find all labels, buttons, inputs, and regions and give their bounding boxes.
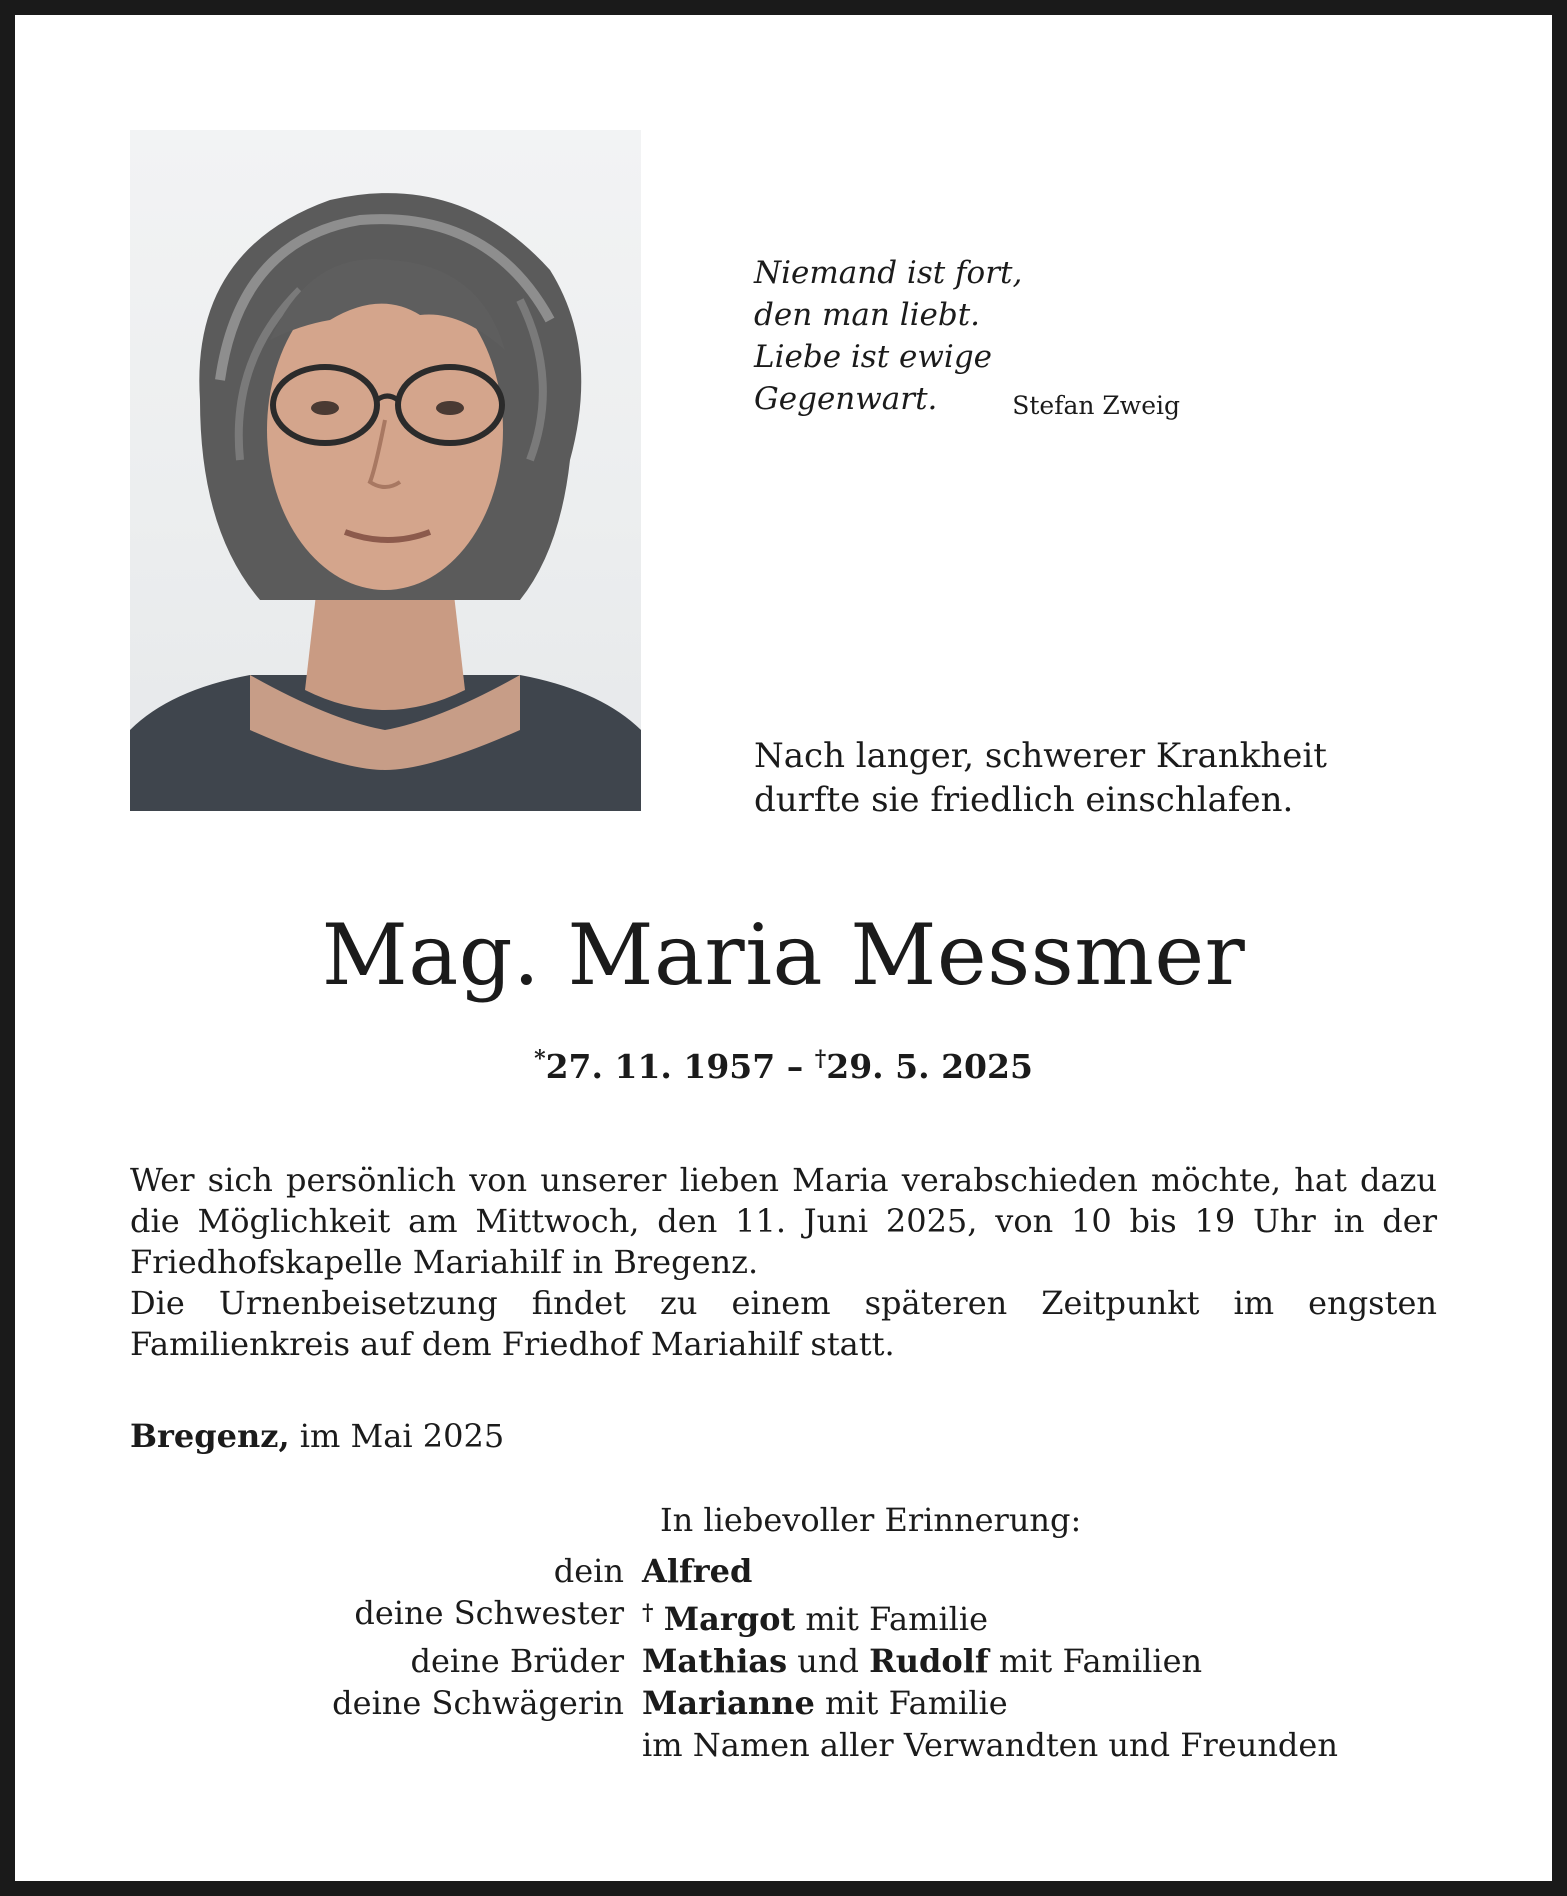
mourner-row (130, 1724, 1430, 1766)
farewell-text (130, 1160, 1437, 1365)
mourners-closing: im Namen aller Verwandten und Freunden (642, 1726, 1338, 1764)
mourners-list (130, 1550, 1430, 1766)
mourner-name: Alfred (642, 1552, 753, 1590)
mourner-relation: deine Brüder (410, 1642, 624, 1680)
birth-date: 27. 11. 1957 (545, 1047, 776, 1086)
mourner-row (130, 1640, 1430, 1682)
mourner-and: und (797, 1642, 859, 1680)
mourner-name: Mathias (642, 1642, 788, 1680)
mourner-row (130, 1592, 1430, 1640)
quote-line-3: Liebe ist ewige Gegenwart. (754, 339, 993, 417)
mourner-row (130, 1550, 1430, 1592)
mourner-relation: deine Schwägerin (332, 1684, 624, 1722)
mourners-intro: In liebevoller Erinnerung: (660, 1501, 1082, 1539)
date-separator: – (786, 1047, 804, 1086)
quote-line-2: den man liebt. (754, 297, 981, 333)
mourner-relation: deine Schwester (354, 1594, 624, 1632)
birth-mark: * (534, 1046, 546, 1072)
burial-paragraph: Die Urnenbeisetzung findet zu einem späteren Zeitpunkt im engsten Familienkreis auf dem Friedhof Mariahilf statt. (130, 1284, 1437, 1363)
mourner-suffix: mit Familie (805, 1600, 989, 1638)
farewell-paragraph: Wer sich persönlich von unserer lieben Maria verabschieden möchte, hat dazu die Möglichkeit am Mittwoch, den 11. Juni 2025, von 10 bis 19 Uhr in der Friedhofskapelle Mariahilf in Bregenz. (130, 1161, 1437, 1281)
illness-note (754, 734, 1394, 822)
place-city: Bregenz, (130, 1417, 290, 1455)
mourner-relation: dein (553, 1552, 624, 1590)
cross-mark: † (642, 1600, 654, 1626)
place-date (130, 1414, 504, 1458)
deceased-name: Mag. Maria Messmer (321, 906, 1246, 1004)
mourner-suffix: mit Familien (998, 1642, 1203, 1680)
death-date: 29. 5. 2025 (826, 1047, 1033, 1086)
portrait-illustration (130, 130, 641, 811)
mourner-suffix: mit Familie (824, 1684, 1008, 1722)
mourner-name: Marianne (642, 1684, 815, 1722)
death-mark: † (814, 1046, 827, 1072)
quote-line-1: Niemand ist fort, (754, 255, 1023, 291)
quote-author: Stefan Zweig (1012, 391, 1180, 420)
illness-line-2: durfte sie friedlich einschlafen. (754, 780, 1294, 820)
mourner-name: Margot (663, 1600, 796, 1638)
life-dates (0, 1037, 1567, 1089)
portrait-photo (130, 130, 641, 811)
mourner-row (130, 1682, 1430, 1724)
mourner-name-2: Rudolf (869, 1642, 989, 1680)
place-month: im Mai 2025 (299, 1417, 505, 1455)
illness-line-1: Nach langer, schwerer Krankheit (754, 736, 1327, 776)
